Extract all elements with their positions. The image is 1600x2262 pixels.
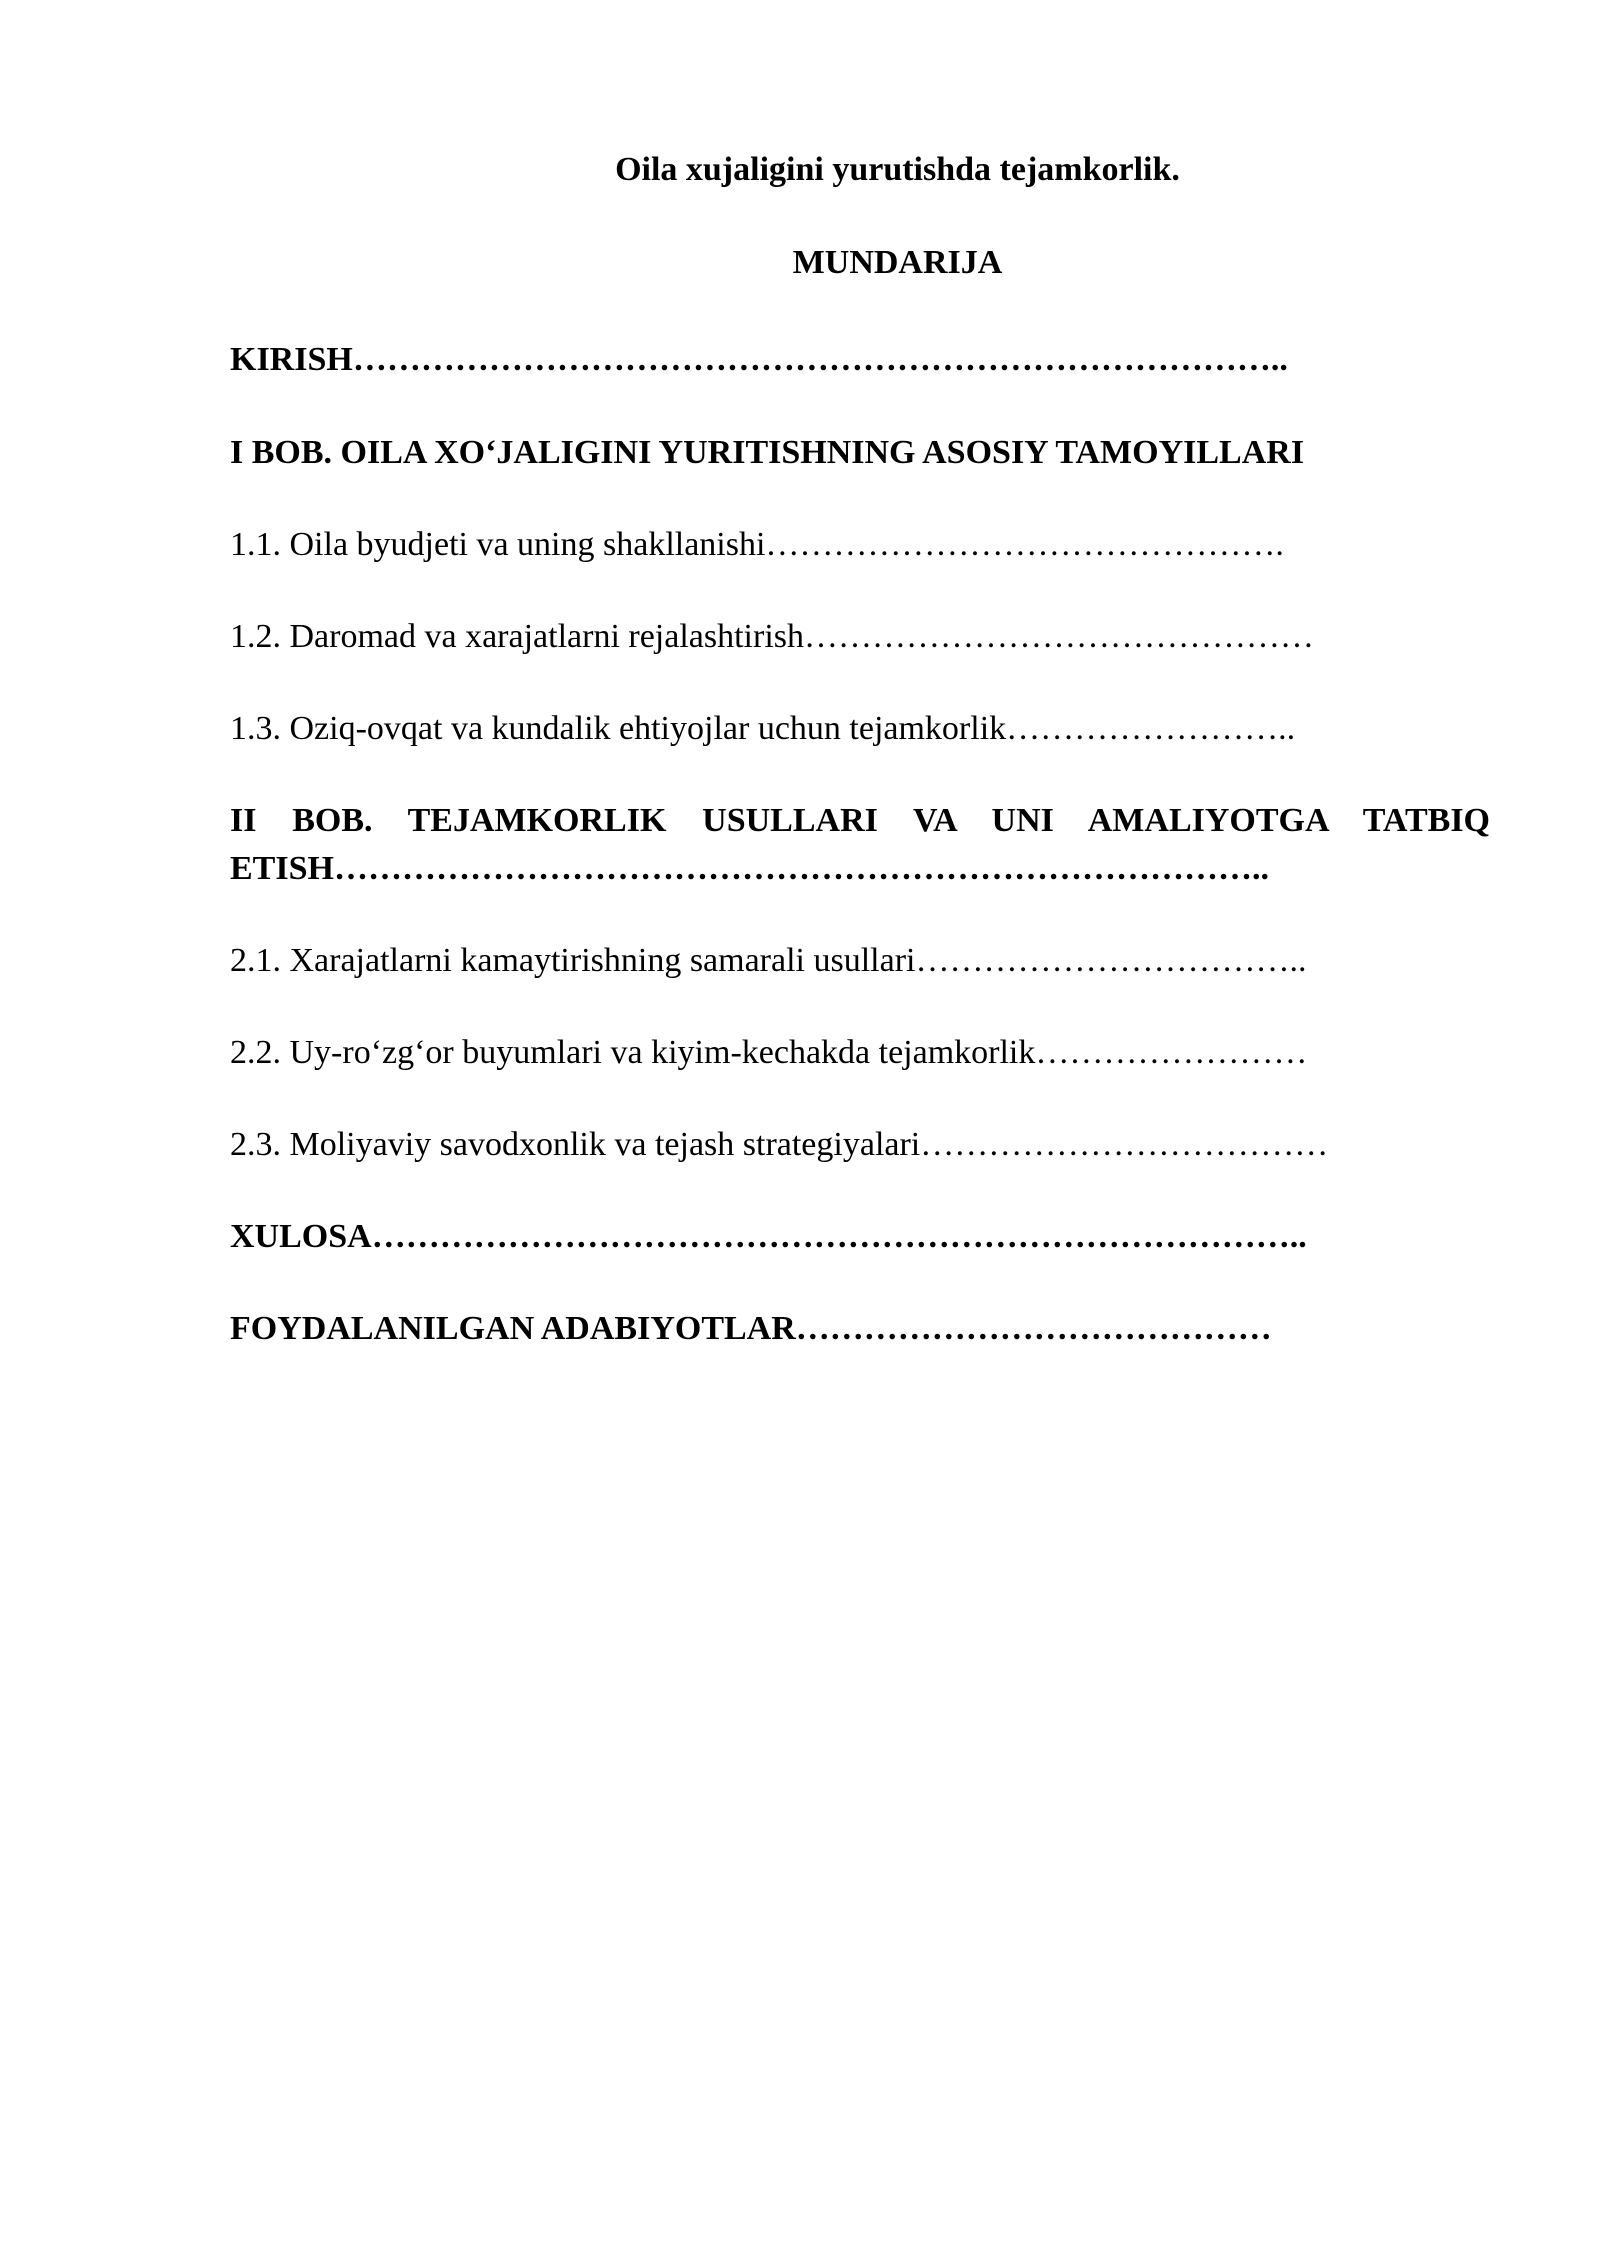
toc-entry-section-2-1: 2.1. Xarajatlarni kamaytirishning samarali usullari…………………………….. bbox=[230, 942, 1307, 979]
toc-entry-references: FOYDALANILGAN ADABIYOTLAR…………………………………… bbox=[230, 1310, 1272, 1347]
toc-entry-chapter-2: II BOB. TEJAMKORLIK USULLARI VA UNI AMALIYOTGA TATBIQ ETISH……………………………………………………………………….. bbox=[230, 802, 1490, 887]
toc-entry-chapter-1: I BOB. OILA XO‘JALIGINI YURITISHNING ASOSIY TAMOYILLARI bbox=[230, 434, 1305, 471]
toc-entry-conclusion: XULOSA……………………………………………………………………….. bbox=[230, 1218, 1307, 1255]
toc-entry-section-1-1: 1.1. Oila byudjeti va uning shakllanishi………………………………………. bbox=[230, 526, 1284, 563]
document-title: Oila xujaligini yurutishda tejamkorlik. bbox=[615, 151, 1180, 188]
toc-heading: MUNDARIJA bbox=[792, 244, 1003, 281]
toc-entry-section-1-3: 1.3. Oziq-ovqat va kundalik ehtiyojlar uchun tejamkorlik…………………….. bbox=[230, 710, 1296, 747]
toc-entry-section-2-2: 2.2. Uy-ro‘zg‘or buyumlari va kiyim-kechakda tejamkorlik…………………… bbox=[230, 1034, 1308, 1071]
toc-entry-section-2-3: 2.3. Moliyaviy savodxonlik va tejash strategiyalari……………………………… bbox=[230, 1126, 1329, 1163]
toc-entry-section-1-2: 1.2. Daromad va xarajatlarni rejalashtirish……………………………………… bbox=[230, 618, 1314, 655]
toc-entry-introduction: KIRISH……………………………………………………………………….. bbox=[230, 341, 1288, 378]
